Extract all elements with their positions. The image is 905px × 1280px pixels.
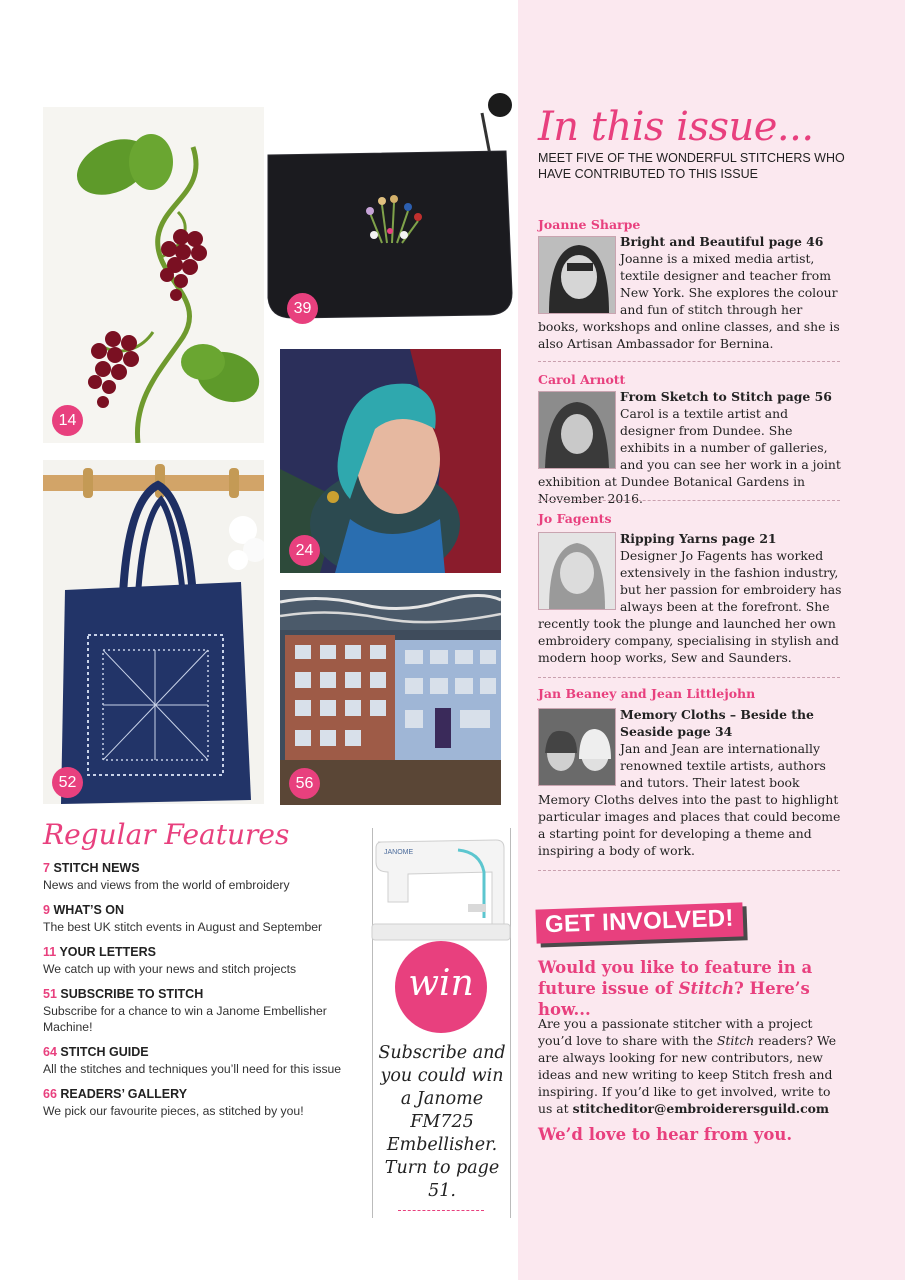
get-involved-question: [538, 957, 858, 1020]
question-emphasis: Stitch: [678, 979, 735, 998]
section-divider: [538, 870, 840, 871]
feature-heading: SUBSCRIBE TO STITCH: [60, 987, 204, 1001]
feature-item: [43, 1086, 373, 1119]
feature-item: [43, 944, 373, 977]
feature-page-number: 66: [43, 1087, 57, 1101]
contributor-bio-text: Carol is a textile artist and designer from Dundee. She exhibits in a number of galleries, and you can see her work in a joint exhibition at Dundee Botanical Gardens in November 2016.: [538, 406, 841, 506]
section-divider: [538, 361, 840, 362]
question-text-end: ? Here’s how...: [538, 979, 810, 1019]
feature-description: We pick our favourite pieces, as stitched by you!: [43, 1104, 304, 1118]
feature-page-number: 7: [43, 861, 50, 875]
page-badge: 39: [287, 293, 318, 324]
regular-features-list: [43, 860, 373, 1128]
contributor-name: Carol Arnott: [538, 372, 626, 387]
section-divider: [538, 677, 840, 678]
contributor-bio-text: Joanne is a mixed media artist, textile designer and teacher from New York. She explores the colour and fun of stitch through her books, workshops and online classes, and she is also Artisan Ambassador for Bernina.: [538, 251, 840, 351]
feature-description: The best UK stitch events in August and September: [43, 920, 323, 934]
feature-item: [43, 986, 373, 1035]
issue-title: In this issue...: [538, 104, 814, 150]
felt-purse-photo: [262, 93, 518, 330]
contributor-name: Joanne Sharpe: [538, 217, 641, 232]
feature-description: News and views from the world of embroidery: [43, 878, 290, 892]
contributor-bio-text: Jan and Jean are internationally renowned textile artists, authors and tutors. Their latest book Memory Cloths delves into the past to highlight particular images and places that could become a starting point for developing a theme and inspiring a body of work.: [538, 741, 841, 858]
question-text: Would you like to feature in a future issue of: [538, 958, 813, 998]
tote-bag-photo: [43, 460, 264, 804]
feature-page-number: 9: [43, 903, 50, 917]
body-emphasis: Stitch: [716, 1033, 755, 1048]
get-involved-banner: GET INVOLVED!: [535, 902, 743, 943]
contributor-bio: [538, 530, 844, 666]
sewing-machine-image: [368, 832, 514, 944]
page-badge: 24: [289, 535, 320, 566]
feature-description: All the stitches and techniques you’ll need for this issue: [43, 1062, 342, 1076]
page-badge: 52: [52, 767, 83, 798]
contributor-bio: [538, 706, 844, 859]
get-involved-body: [538, 1015, 838, 1117]
portrait-photo: [280, 349, 501, 573]
contributor-headline: Ripping Yarns page 21: [620, 531, 777, 546]
feature-item: [43, 1044, 373, 1077]
contact-email-link[interactable]: stitcheditor@embroiderersguild.com: [572, 1101, 830, 1116]
win-divider: [398, 1210, 484, 1211]
feature-description: We catch up with your news and stitch projects: [43, 962, 297, 976]
body-text-end: readers? We are always looking for new contributors, new ideas and new writing to keep Stitch fresh and inspiring. If you’d like to get involved, write to us at: [538, 1033, 837, 1116]
feature-heading: STITCH GUIDE: [60, 1045, 149, 1059]
feature-heading: READERS’ GALLERY: [60, 1087, 188, 1101]
feature-heading: YOUR LETTERS: [59, 945, 157, 959]
houses-textile-photo: [280, 590, 501, 805]
contributor-headline: From Sketch to Stitch page 56: [620, 389, 832, 404]
contributor-headline: Memory Cloths – Beside the Seaside page 34: [620, 707, 814, 739]
feature-heading: WHAT’S ON: [53, 903, 125, 917]
machine-brand-label: JANOME: [384, 849, 414, 856]
win-badge: win: [395, 941, 487, 1033]
page-badge: 14: [52, 405, 83, 436]
issue-subtitle: MEET FIVE OF THE WONDERFUL STITCHERS WHO HAVE CONTRIBUTED TO THIS ISSUE: [538, 151, 845, 181]
contributor-name: Jan Beaney and Jean Littlejohn: [538, 686, 756, 701]
feature-page-number: 64: [43, 1045, 57, 1059]
contributor-headline: Bright and Beautiful page 46: [620, 234, 824, 249]
grapes-embroidery-photo: [43, 107, 264, 443]
feature-heading: STITCH NEWS: [53, 861, 140, 875]
feature-item: [43, 860, 373, 893]
win-promo-text: Subscribe and you could win a Janome FM725 Embellisher. Turn to page 51.: [378, 1043, 506, 1201]
feature-page-number: 11: [43, 945, 57, 959]
feature-description: Subscribe for a chance to win a Janome Embellisher Machine!: [43, 1004, 327, 1034]
get-involved-closing: We’d love to hear from you.: [538, 1125, 793, 1144]
contributor-bio: [538, 388, 844, 507]
contributor-name: Jo Fagents: [538, 511, 612, 526]
tote-bag-illustration: [43, 460, 264, 804]
body-text: Are you a passionate stitcher with a project you’d love to share with the: [538, 1016, 813, 1048]
contributor-bio-text: Designer Jo Fagents has worked extensively in the fashion industry, but her passion for embroidery has always been at the forefront. She recently took the plunge and launched her own embroidery company, specialising in stylish and modern hoop works, Sew and Saunders.: [538, 548, 842, 665]
contributor-bio: [538, 233, 844, 352]
feature-item: [43, 902, 373, 935]
feature-page-number: 51: [43, 987, 57, 1001]
section-divider: [538, 500, 840, 501]
regular-features-title: Regular Features: [43, 818, 290, 851]
page-badge: 56: [289, 768, 320, 799]
grapes-embroidery-illustration: [43, 107, 264, 443]
